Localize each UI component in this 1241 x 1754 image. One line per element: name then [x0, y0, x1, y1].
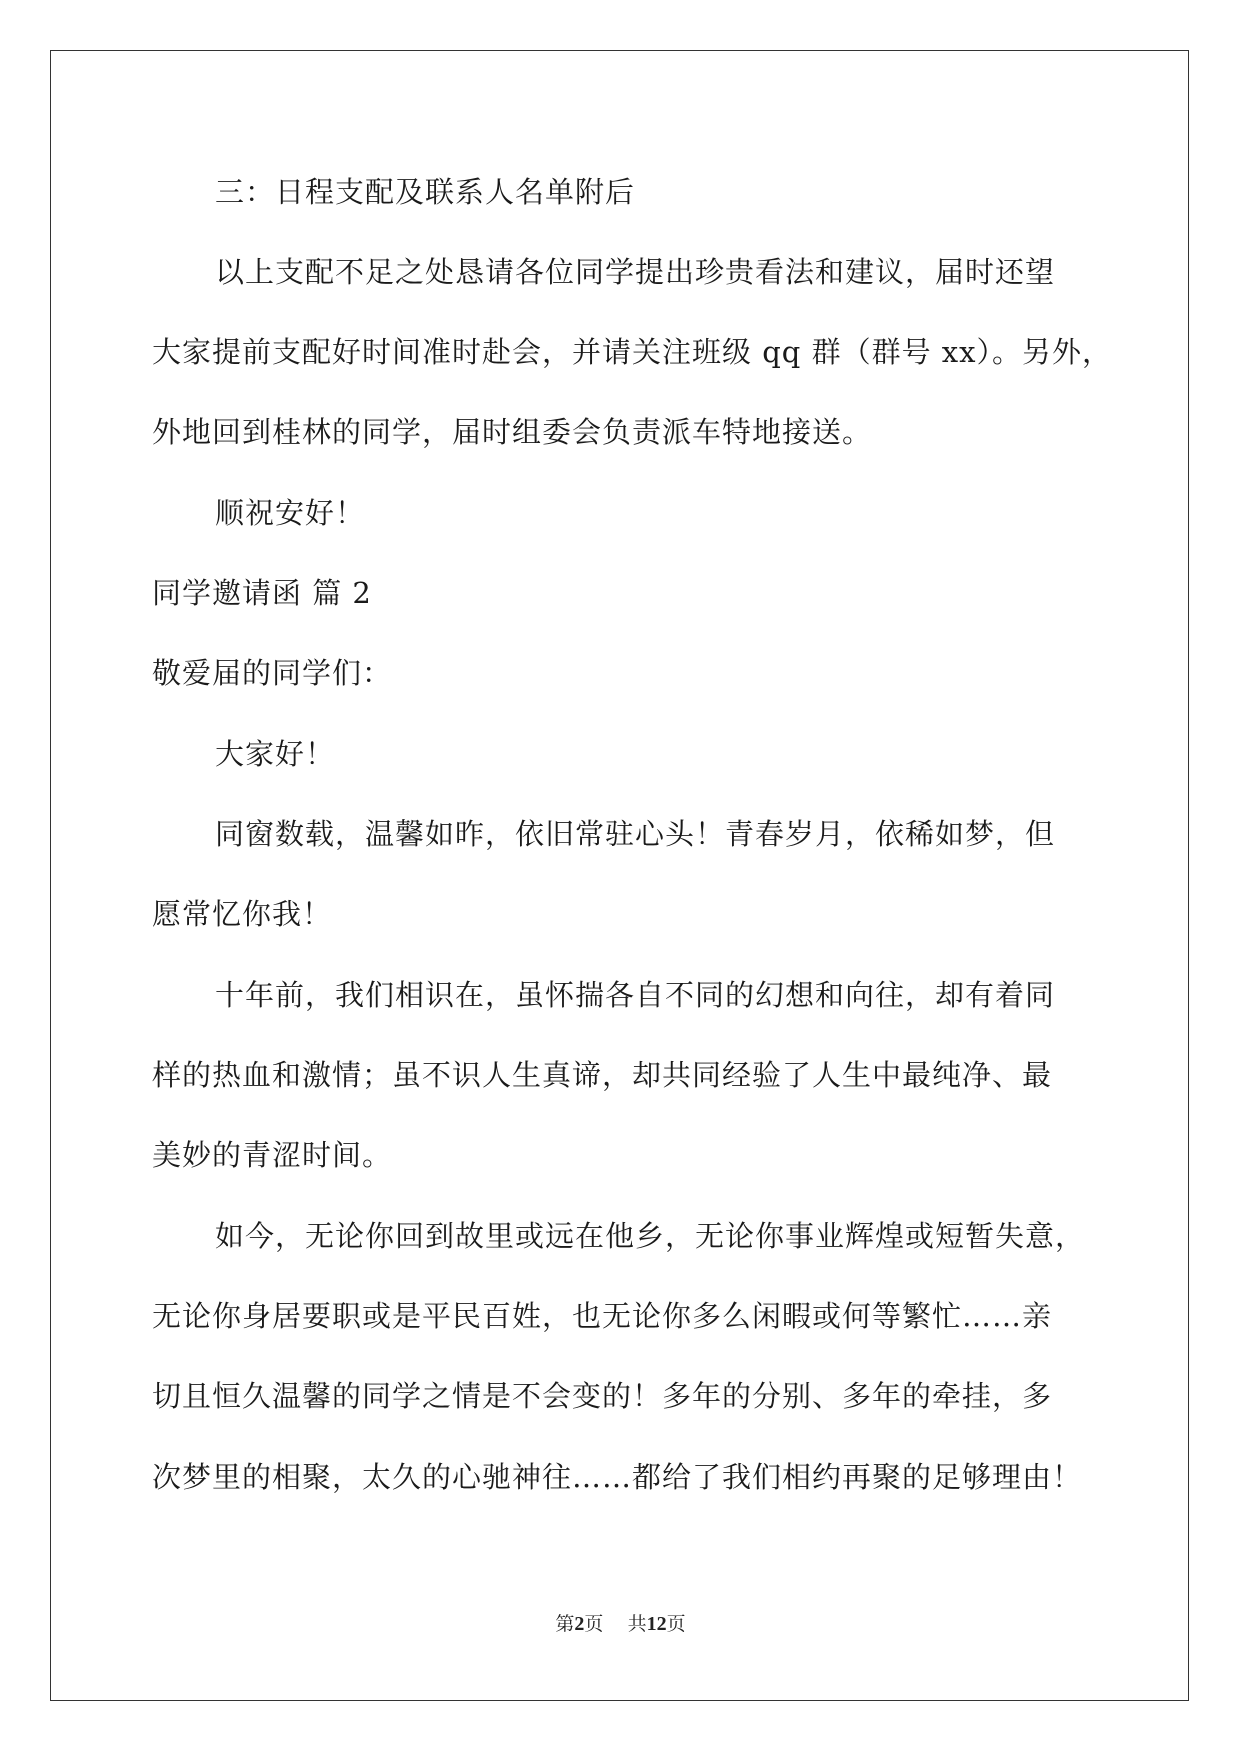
body-line: 以上支配不足之处恳请各位同学提出珍贵看法和建议，届时还望 — [215, 255, 1056, 289]
body-line: 美妙的青涩时间。 — [152, 1138, 393, 1172]
page-footer — [0, 1612, 1241, 1636]
body-line: 如今，无论你回到故里或远在他乡，无论你事业辉煌或短暂失意， — [215, 1219, 1086, 1253]
body-line: 愿常忆你我！ — [152, 897, 333, 931]
body-line: 大家好！ — [215, 737, 336, 771]
body-line: 同窗数载，温馨如昨，依旧常驻心头！青春岁月，依稀如梦，但 — [215, 817, 1056, 851]
body-line: 次梦里的相聚，太久的心驰神往……都给了我们相约再聚的足够理由！ — [152, 1460, 1083, 1494]
body-line: 无论你身居要职或是平民百姓，也无论你多么闲暇或何等繁忙……亲 — [152, 1299, 1053, 1333]
body-line: 十年前，我们相识在，虽怀揣各自不同的幻想和向往，却有着同 — [215, 978, 1056, 1012]
body-line: 外地回到桂林的同学，届时组委会负责派车特地接送。 — [152, 415, 873, 449]
total-suffix: 页 — [666, 1613, 686, 1635]
body-line: 样的热血和激情；虽不识人生真谛，却共同经验了人生中最纯净、最 — [152, 1058, 1053, 1092]
closing-greeting: 顺祝安好！ — [215, 496, 366, 530]
salutation: 敬爱届的同学们： — [152, 656, 393, 690]
body-line: 三：日程支配及联系人名单附后 — [215, 175, 636, 209]
page-border — [50, 50, 1189, 1701]
page-suffix: 页 — [584, 1613, 604, 1635]
section-heading: 同学邀请函 篇 2 — [152, 576, 372, 610]
body-line: 大家提前支配好时间准时赴会，并请关注班级 qq 群（群号 xx）。另外， — [152, 335, 1112, 369]
total-pages: 12 — [646, 1613, 667, 1635]
page-number: 2 — [574, 1613, 585, 1635]
page-prefix: 第 — [555, 1613, 575, 1635]
total-prefix: 共 — [627, 1613, 647, 1635]
body-line: 切且恒久温馨的同学之情是不会变的！多年的分别、多年的牵挂，多 — [152, 1379, 1053, 1413]
